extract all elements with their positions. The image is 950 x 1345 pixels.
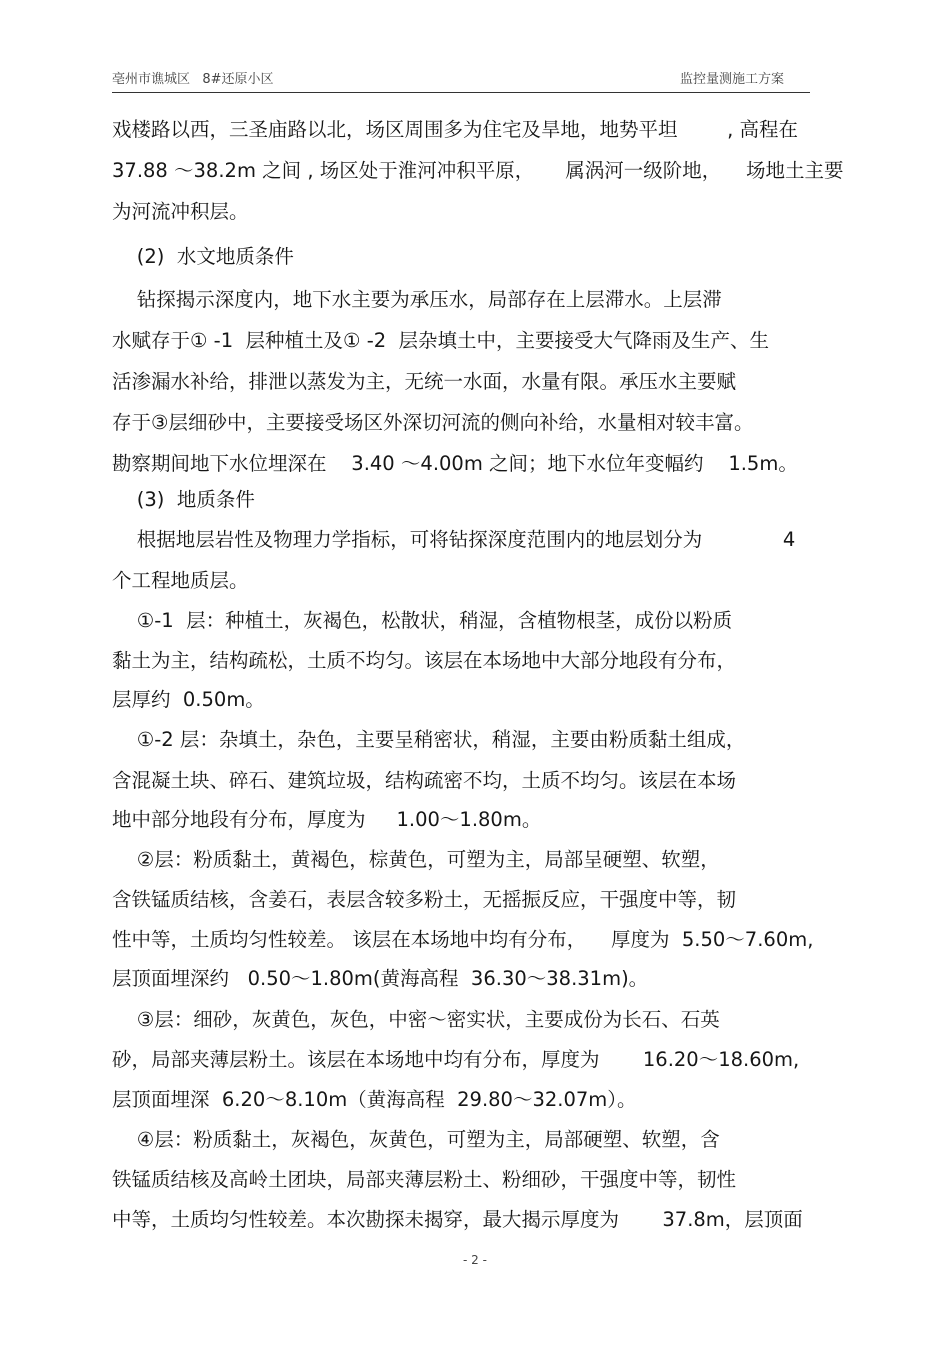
text-line: 层顶面埋深 6.20～8.10m（黄海高程 29.80～32.07m）。	[112, 1088, 637, 1111]
text-line: 中等，土质均匀性较差。本次勘探未揭穿，最大揭示厚度为 37.8m，层顶面	[112, 1208, 803, 1231]
text-line: 37.88 ～38.2m 之间 , 场区处于淮河冲积平原， 属涡河一级阶地， 场地土主要	[112, 159, 844, 182]
text-line: 存于③层细砂中，主要接受场区外深切河流的侧向补给，水量相对较丰富。	[112, 411, 754, 434]
text-line: 钻探揭示深度内，地下水主要为承压水，局部存在上层滞水。上层滞	[112, 288, 722, 311]
text-line: 含铁锰质结核，含姜石，表层含较多粉土，无摇振反应，干强度中等，韧	[112, 888, 737, 911]
text-line: ④层：粉质黏土，灰褐色，灰黄色，可塑为主，局部硬塑、软塑，含	[112, 1128, 720, 1151]
text-line: 为河流冲积层。	[112, 200, 249, 223]
text-line: 个工程地质层。	[112, 569, 249, 592]
section-heading-hydrogeology: (2) 水文地质条件	[112, 245, 294, 268]
text-line: 勘察期间地下水位埋深在 3.40 ～4.00m 之间；地下水位年变幅约 1.5m。	[112, 452, 798, 475]
page-number: - 2 -	[463, 1253, 487, 1267]
text-line: 地中部分地段有分布，厚度为 1.00～1.80m。	[112, 808, 542, 831]
text-line: 砂，局部夹薄层粉土。该层在本场地中均有分布，厚度为 16.20～18.60m,	[112, 1048, 800, 1071]
header-document-title: 监控量测施工方案	[679, 72, 784, 87]
text-line: 层厚约 0.50m。	[112, 688, 265, 711]
text-line: 戏楼路以西，三圣庙路以北，场区周围多为住宅及旱地，地势平坦 , 高程在	[112, 118, 798, 141]
text-line: ②层：粉质黏土，黄褐色，棕黄色，可塑为主，局部呈硬塑、软塑，	[112, 848, 720, 871]
text-line: 层顶面埋深约 0.50～1.80m(黄海高程 36.30～38.31m)。	[112, 967, 649, 990]
text-line: 根据地层岩性及物理力学指标，可将钻探深度范围内的地层划分为 4	[112, 528, 796, 551]
text-line: ①-1 层：种植土，灰褐色，松散状，稍湿，含植物根茎，成份以粉质	[112, 609, 733, 632]
text-line: 性中等，土质均匀性较差。 该层在本场地中均有分布， 厚度为 5.50～7.60m,	[112, 928, 814, 951]
text-line: 黏土为主，结构疏松，土质不均匀。该层在本场地中大部分地段有分布，	[112, 649, 737, 672]
text-line: 铁锰质结核及高岭土团块，局部夹薄层粉土、粉细砂，干强度中等，韧性	[112, 1168, 737, 1191]
page-header	[112, 66, 810, 93]
text-line: ③层：细砂，灰黄色，灰色，中密～密实状，主要成份为长石、石英	[112, 1008, 720, 1031]
text-line: 活渗漏水补给，排泄以蒸发为主，无统一水面，水量有限。承压水主要赋	[112, 370, 737, 393]
text-line: 水赋存于① -1 层种植土及① -2 层杂填土中，主要接受大气降雨及生产、生	[112, 329, 770, 352]
header-project-name: 亳州市谯城区 8#还原小区	[112, 72, 274, 87]
text-line: ①-2 层：杂填土，杂色，主要呈稍密状，稍湿，主要由粉质黏土组成，	[112, 728, 746, 751]
section-heading-geology: (3) 地质条件	[112, 488, 255, 511]
text-line: 含混凝土块、碎石、建筑垃圾，结构疏密不均，土质不均匀。该层在本场	[112, 769, 737, 792]
